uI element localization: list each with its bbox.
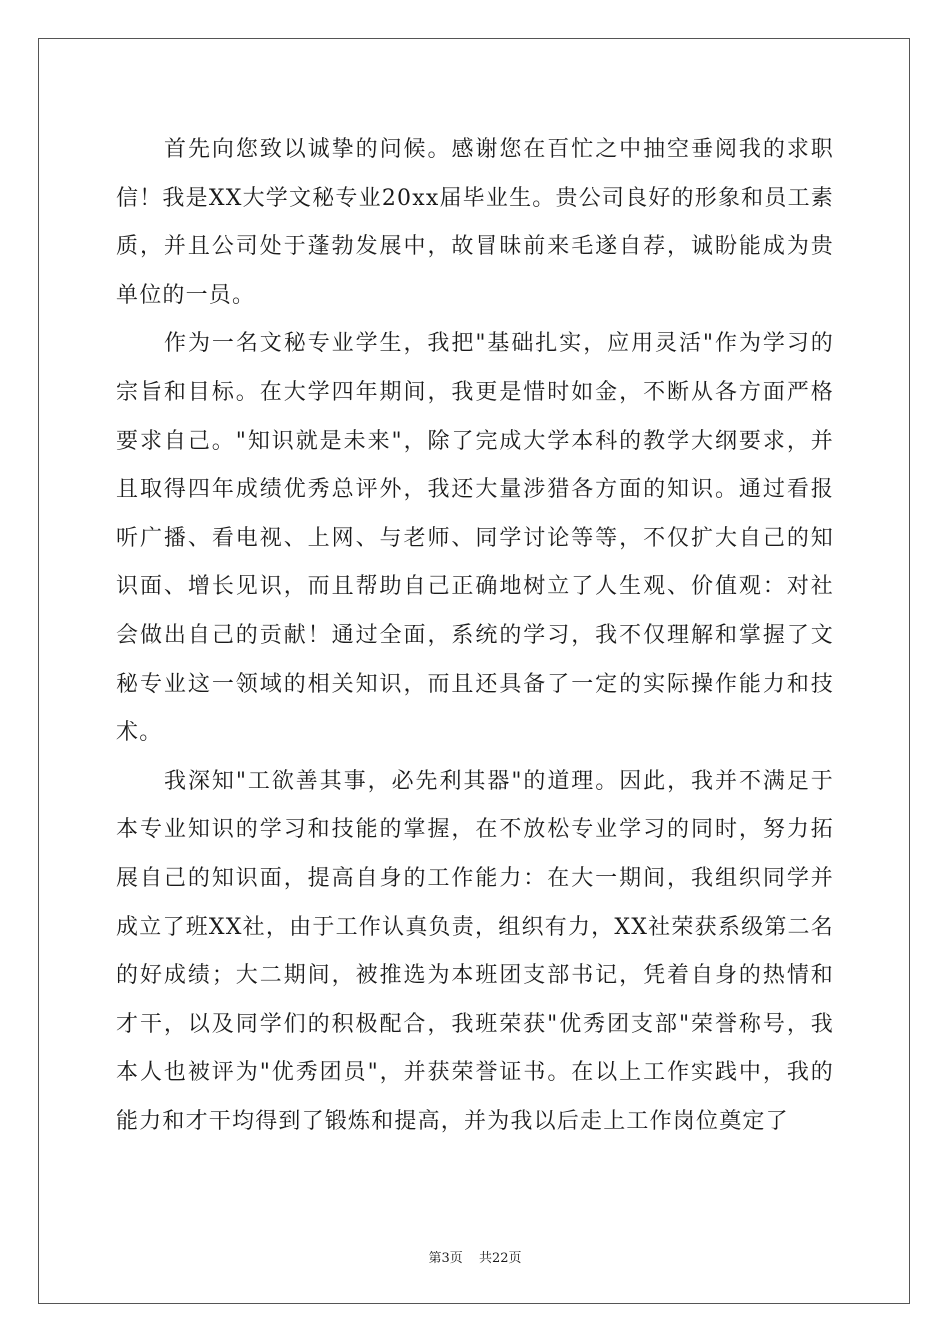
document-body xyxy=(116,126,834,1146)
paragraph-1: 首先向您致以诚挚的问候。感谢您在百忙之中抽空垂阅我的求职信！我是XX大学文秘专业20xx届毕业生。贵公司良好的形象和员工素质，并且公司处于蓬勃发展中，故冒昧前来毛遂自荐，诚盼能成为贵单位的一员。 xyxy=(116,137,834,308)
paragraph-2: 作为一名文秘专业学生，我把"基础扎实，应用灵活"作为学习的宗旨和目标。在大学四年期间，我更是惜时如金，不断从各方面严格要求自己。"知识就是未来"，除了完成大学本科的教学大纲要求，并且取得四年成绩优秀总评外，我还大量涉猎各方面的知识。通过看报听广播、看电视、上网、与老师、同学讨论等等，不仅扩大自己的知识面、增长见识，而且帮助自己正确地树立了人生观、价值观：对社会做出自己的贡献！通过全面，系统的学习，我不仅理解和掌握了文秘专业这一领域的相关知识，而且还具备了一定的实际操作能力和技术。 xyxy=(116,331,834,746)
page-number: 第3页 xyxy=(428,1251,463,1266)
page-footer xyxy=(0,1247,950,1266)
page-total: 共22页 xyxy=(478,1251,522,1266)
paragraph-3: 我深知"工欲善其事，必先利其器"的道理。因此，我并不满足于本专业知识的学习和技能的掌握，在不放松专业学习的同时，努力拓展自己的知识面，提高自身的工作能力：在大一期间，我组织同学并成立了班XX社，由于工作认真负责，组织有力，XX社荣获系级第二名的好成绩；大二期间，被推选为本班团支部书记，凭着自身的热情和才干，以及同学们的积极配合，我班荣获"优秀团支部"荣誉称号，我本人也被评为"优秀团员"，并获荣誉证书。在以上工作实践中，我的能力和才干均得到了锻炼和提高，并为我以后走上工作岗位奠定了 xyxy=(116,768,834,1134)
